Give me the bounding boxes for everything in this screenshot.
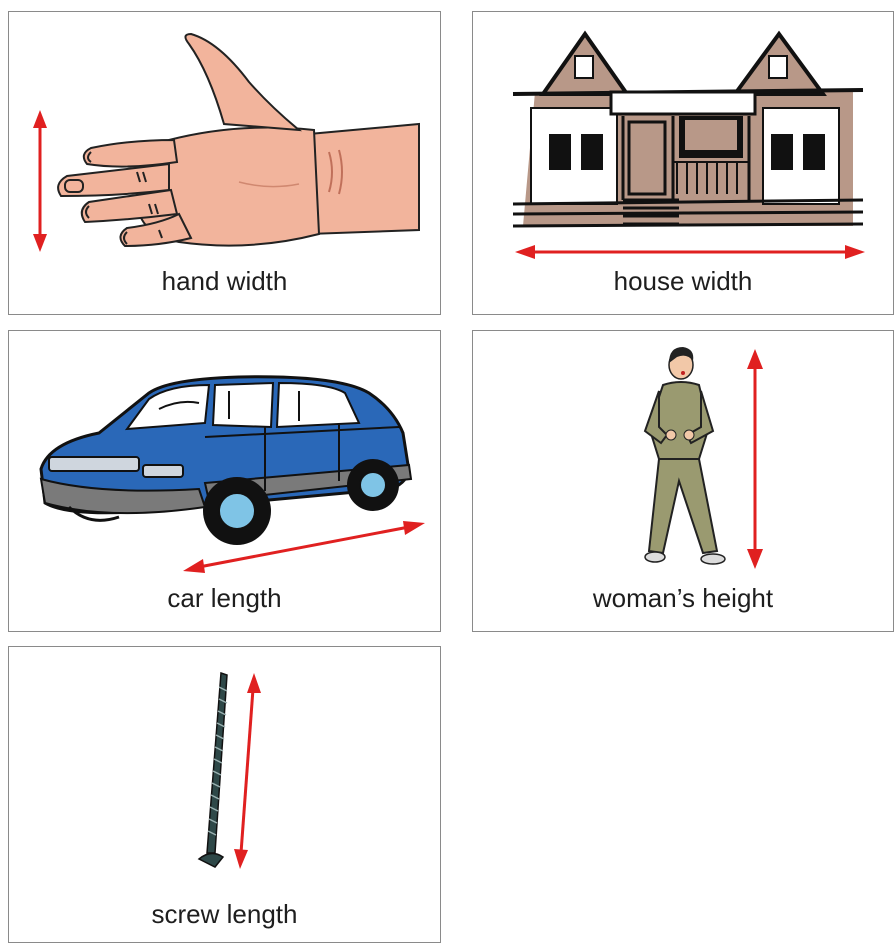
caption-womans-height: woman’s height [592, 583, 774, 613]
caption-screw-length: screw length [151, 899, 298, 929]
card-womans-height [472, 330, 894, 632]
card-house-width [472, 11, 894, 315]
caption-hand-width: hand width [161, 266, 288, 296]
caption-house-width: house width [613, 266, 753, 296]
card-screw-length [8, 646, 441, 943]
card-hand-width [8, 11, 441, 315]
card-car-length [8, 330, 441, 632]
caption-car-length: car length [167, 583, 282, 613]
